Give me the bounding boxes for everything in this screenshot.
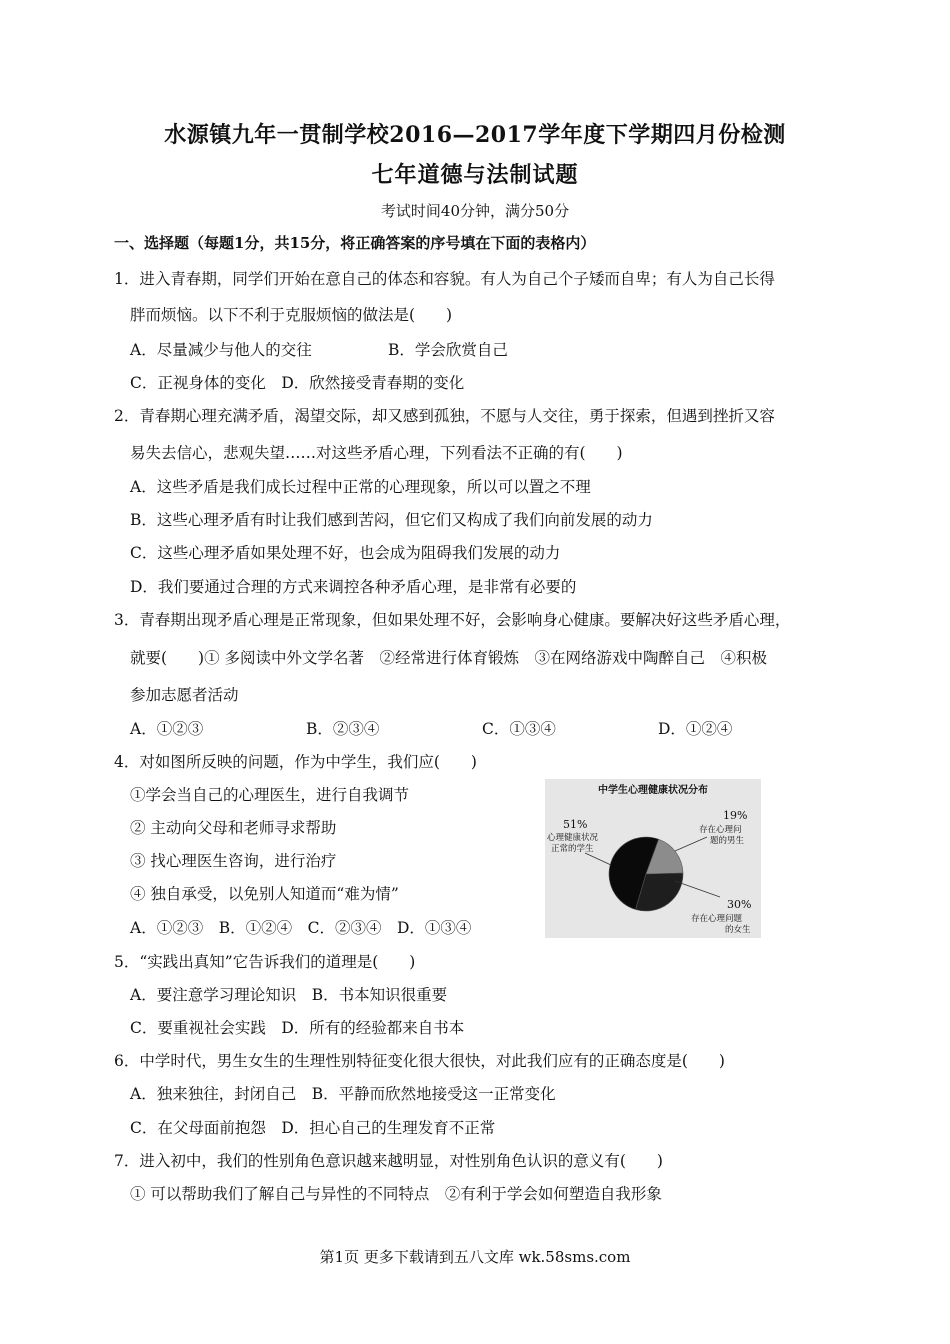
q5-stem: 5．“实践出真知”它告诉我们的道理是( ) <box>114 953 416 971</box>
q3-option-c: C．①③④ <box>482 720 556 738</box>
q1-option-a: A．尽量减少与他人的交往 <box>130 341 312 359</box>
q4-options: A．①②③ B．①②④ C．②③④ D．①③④ <box>130 919 472 937</box>
q5-option-ab: A．要注意学习理论知识 B．书本知识很重要 <box>130 986 448 1004</box>
q5-option-cd: C．要重视社会实践 D．所有的经验都来自书本 <box>130 1019 465 1037</box>
slice-label-value-boys: 19% <box>723 809 748 822</box>
q3-stem-line2: 就要( )① 多阅读中外文学名著 ②经常进行体育锻炼 ③在网络游戏中陶醉自己 ④积极 <box>130 649 768 667</box>
q4-item-3: ③ 找心理医生咨询，进行治疗 <box>130 852 337 870</box>
page-footer: 第1页 更多下载请到五八文库 wk.58sms.com <box>319 1248 631 1266</box>
slice-label-boys-line1: 存在心理问 <box>699 825 742 835</box>
q6-option-cd: C．在父母面前抱怨 D．担心自己的生理发育不正常 <box>130 1119 496 1137</box>
q6-stem: 6．中学时代，男生女生的生理性别特征变化很大很快，对此我们应有的正确态度是( ) <box>114 1052 725 1070</box>
q2-option-d: D．我们要通过合理的方式来调控各种矛盾心理，是非常有必要的 <box>130 578 577 596</box>
q7-items: ① 可以帮助我们了解自己与异性的不同特点 ②有利于学会如何塑造自我形象 <box>130 1185 662 1203</box>
normal-leader-line <box>585 853 611 865</box>
slice-label-boys-line2: 题的男生 <box>710 836 745 846</box>
q2-option-b: B．这些心理矛盾有时让我们感到苦闷，但它们又构成了我们向前发展的动力 <box>130 511 653 529</box>
q1-stem-line1: 1．进入青春期，同学们开始在意自己的体态和容貌。有人为自己个子矮而自卑；有人为自己长得 <box>114 270 775 288</box>
q4-item-4: ④ 独自承受，以免别人知道而“难为情” <box>130 885 399 903</box>
q3-stem-line1: 3．青春期出现矛盾心理是正常现象，但如果处理不好，会影响身心健康。要解决好这些矛盾心理， <box>114 611 791 629</box>
section-heading: 一、选择题（每题1分，共15分，将正确答案的序号填在下面的表格内） <box>114 234 596 252</box>
q3-option-d: D．①②④ <box>658 720 733 738</box>
exam-title-line1: 水源镇九年一贯制学校2016—2017学年度下学期四月份检测 <box>164 122 786 148</box>
girls-leader-line <box>675 881 720 897</box>
slice-label-girls-line2: 的女生 <box>725 925 751 935</box>
q3-stem-line3: 参加志愿者活动 <box>130 686 239 704</box>
q3-option-a: A．①②③ <box>130 720 204 738</box>
q4-item-1: ①学会当自己的心理医生，进行自我调节 <box>130 786 410 804</box>
slice-label-girls-line1: 存在心理问题 <box>691 914 743 924</box>
mental-health-pie-chart <box>545 779 761 938</box>
q3-option-b: B．②③④ <box>306 720 380 738</box>
slice-label-value-normal: 51% <box>563 818 588 831</box>
q2-stem-line2: 易失去信心，悲观失望……对这些矛盾心理，下列看法不正确的有( ) <box>130 444 623 462</box>
slice-label-value-girls: 30% <box>727 898 752 911</box>
boys-leader-line <box>675 837 707 851</box>
q2-option-a: A．这些矛盾是我们成长过程中正常的心理现象，所以可以置之不理 <box>130 478 591 496</box>
q7-stem: 7．进入初中，我们的性别角色意识越来越明显，对性别角色认识的意义有( ) <box>114 1152 663 1170</box>
slice-label-normal-line2: 正常的学生 <box>551 844 594 854</box>
q1-option-cd: C．正视身体的变化 D．欣然接受青春期的变化 <box>130 374 465 392</box>
exam-title-line2: 七年道德与法制试题 <box>371 162 579 188</box>
chart-title: 中学生心理健康状况分布 <box>598 785 708 796</box>
q4-stem: 4．对如图所反映的问题，作为中学生，我们应( ) <box>114 753 477 771</box>
q1-option-b: B．学会欣赏自己 <box>388 341 508 359</box>
q2-option-c: C．这些心理矛盾如果处理不好，也会成为阻碍我们发展的动力 <box>130 544 561 562</box>
q2-stem-line1: 2．青春期心理充满矛盾，渴望交际，却又感到孤独，不愿与人交往，勇于探索，但遇到挫折又容 <box>114 407 775 425</box>
q6-option-ab: A．独来独往，封闭自己 B．平静而欣然地接受这一正常变化 <box>130 1085 556 1103</box>
exam-info: 考试时间40分钟，满分50分 <box>380 202 570 220</box>
q4-item-2: ② 主动向父母和老师寻求帮助 <box>130 819 337 837</box>
slice-label-normal-line1: 心理健康状况 <box>547 833 599 843</box>
q1-stem-line2: 胖而烦恼。以下不利于克服烦恼的做法是( ) <box>130 306 453 324</box>
